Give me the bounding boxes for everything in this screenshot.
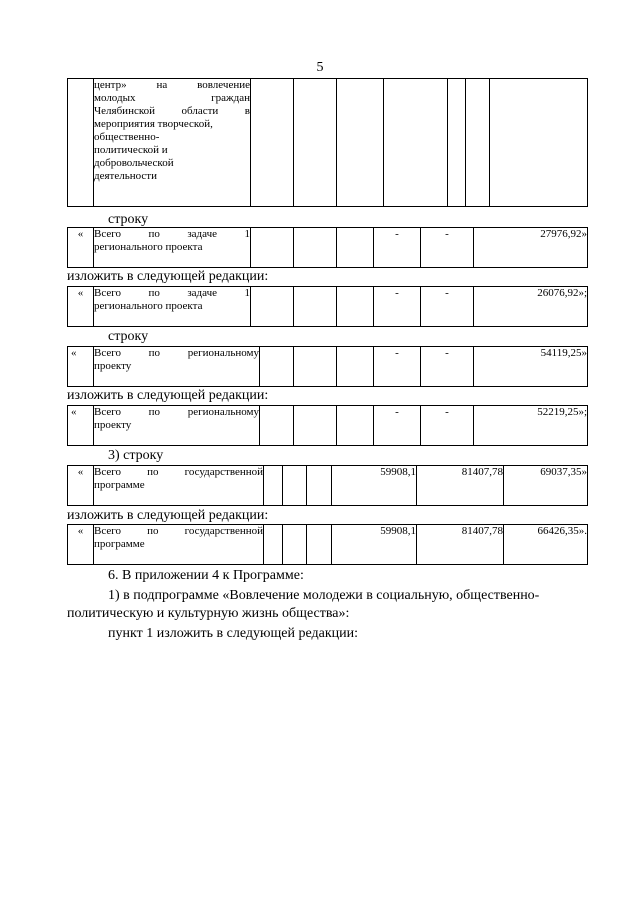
empty-cell [337,406,374,446]
desc-line: Челябинской области в [94,105,250,117]
row-description [94,347,260,387]
paragraph-line: 1) в подпрограмме «Вовлечение молодежи в социальную, общественно- [108,588,540,603]
empty-cell [294,406,337,446]
row-description [94,525,264,565]
caption-stroku: 3) строку [108,448,164,463]
row-program-new [67,524,588,565]
value-cell: 81407,78 [417,466,504,506]
empty-cell [294,287,337,327]
empty-cell [260,347,294,387]
desc-line: Всего по задаче 1 [94,287,250,299]
top-table-cell [68,79,94,207]
quote-mark: « [68,347,94,387]
empty-cell [294,228,337,268]
paragraph-line: политическую и культурную жизнь общества»: [67,606,350,621]
top-table-cell [337,79,384,207]
paragraph-item: пункт 1 изложить в следующей редакции: [108,626,358,641]
row-task1-old [67,227,588,268]
top-table-cell [490,79,588,207]
empty-cell [307,525,332,565]
empty-cell [264,525,283,565]
desc-line: деятельности [94,170,157,182]
paragraph-subprogram [67,587,587,623]
desc-line: регионального проекта [94,300,203,312]
desc-line: центр» на вовлечение [94,79,250,91]
value-cell: 59908,1 [332,525,417,565]
quote-mark: « [68,406,94,446]
value-cell: - [421,287,474,327]
caption-edit: изложить в следующей редакции: [67,388,269,403]
value-cell: - [374,347,421,387]
caption-edit: изложить в следующей редакции: [67,508,269,523]
desc-line: программе [94,538,145,550]
quote-mark: « [68,228,94,268]
row-description [94,228,251,268]
empty-cell [283,466,307,506]
top-table-cell [384,79,448,207]
empty-cell [337,228,374,268]
row-description [94,287,251,327]
value-cell: - [374,287,421,327]
top-table-cell [251,79,294,207]
quote-mark: « [68,466,94,506]
value-cell: - [421,347,474,387]
empty-cell [337,287,374,327]
empty-cell [251,228,294,268]
value-cell: - [421,406,474,446]
desc-line: Всего по региональному [94,347,259,359]
paragraph-appendix: 6. В приложении 4 к Программе: [108,568,304,583]
value-cell: - [374,406,421,446]
page-number: 5 [316,60,324,75]
empty-cell [307,466,332,506]
value-cell: - [374,228,421,268]
desc-line: Всего по задаче 1 [94,228,250,240]
quote-mark: « [68,525,94,565]
total-cell: 54119,25» [474,347,588,387]
value-cell: 59908,1 [332,466,417,506]
value-cell: - [421,228,474,268]
value-cell: 81407,78 [417,525,504,565]
total-cell: 52219,25»; [474,406,588,446]
caption-stroku: строку [108,212,149,227]
total-cell: 27976,92» [474,228,588,268]
desc-line: Всего по государственной [94,525,263,537]
empty-cell [294,347,337,387]
quote-mark: « [68,287,94,327]
top-table-cell [466,79,490,207]
top-table-description [94,79,251,207]
desc-line: программе [94,479,145,491]
empty-cell [264,466,283,506]
desc-line: политической и [94,144,168,156]
caption-edit: изложить в следующей редакции: [67,269,269,284]
total-cell: 69037,35» [504,466,588,506]
row-project-old [67,346,588,387]
desc-line: молодых граждан [94,92,250,104]
row-program-old [67,465,588,506]
desc-line: Всего по региональному [94,406,259,418]
empty-cell [283,525,307,565]
row-description [94,406,260,446]
desc-line: добровольческой [94,157,174,169]
row-task1-new [67,286,588,327]
row-project-new [67,405,588,446]
total-cell: 26076,92»; [474,287,588,327]
empty-cell [260,406,294,446]
top-table [67,78,588,207]
desc-line: мероприятия творческой, [94,118,213,130]
empty-cell [337,347,374,387]
desc-line: проекту [94,419,132,431]
caption-stroku: строку [108,329,149,344]
row-description [94,466,264,506]
desc-line: Всего по государственной [94,466,263,478]
top-table-cell [448,79,466,207]
desc-line: проекту [94,360,132,372]
desc-line: общественно- [94,131,160,143]
empty-cell [251,287,294,327]
total-cell: 66426,35». [504,525,588,565]
top-table-cell [294,79,337,207]
desc-line: регионального проекта [94,241,203,253]
